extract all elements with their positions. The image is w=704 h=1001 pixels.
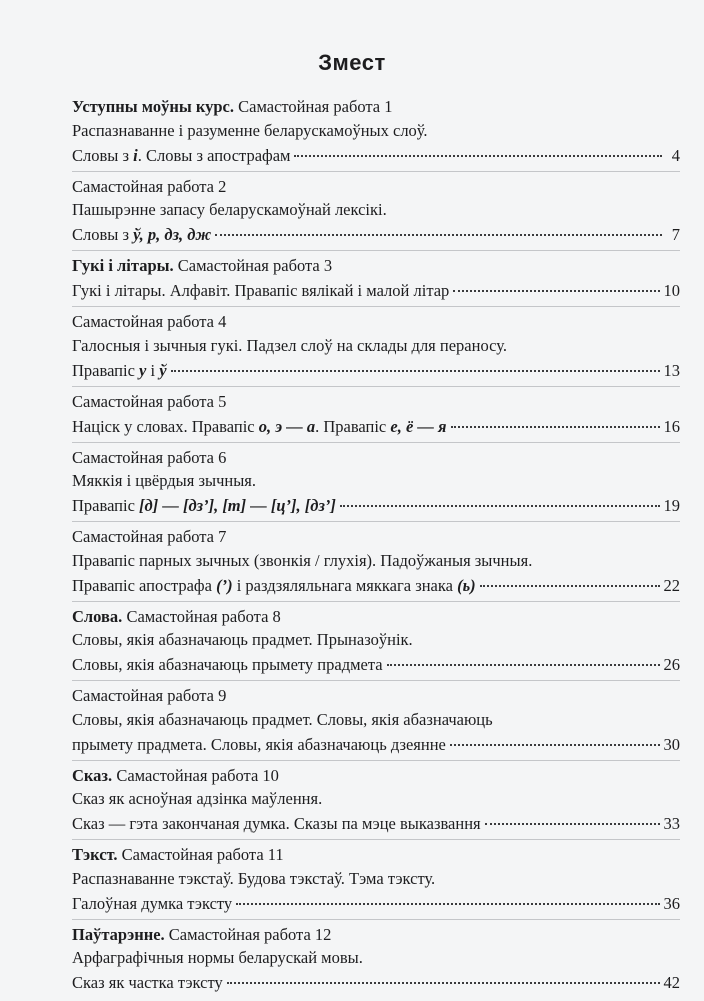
dot-leader xyxy=(340,493,660,508)
toc-entry xyxy=(72,522,680,602)
link-text-part: Правапіс xyxy=(72,360,140,380)
toc-entry xyxy=(72,920,680,999)
link-text-part: Гукі і літары. Алфавіт. Правапіс вялікай і малой літар xyxy=(72,281,450,300)
dot-leader xyxy=(485,811,660,826)
link-text-part: Галоўная думка тэксту xyxy=(72,893,233,913)
toc-link-text xyxy=(72,733,446,755)
page-number: 19 xyxy=(663,496,680,515)
link-text-part: Словы з xyxy=(72,225,134,244)
toc-link-line[interactable] xyxy=(72,413,680,437)
toc-line xyxy=(72,446,680,470)
toc-link-line[interactable] xyxy=(72,278,680,302)
page-title: Змест xyxy=(318,50,386,75)
toc-line xyxy=(72,310,680,334)
dot-leader xyxy=(215,222,662,237)
toc-link-line[interactable] xyxy=(72,493,680,517)
page-number: 42 xyxy=(663,973,680,992)
toc-entry xyxy=(72,307,680,387)
link-text-part: прымету прадмета. Словы, якія абазначаюць дзеянне xyxy=(72,734,446,754)
link-text-part: Націск у словах. Правапіс xyxy=(72,416,259,436)
toc-link-line[interactable] xyxy=(72,970,680,994)
link-text-part: Сказ — гэта закончаная думка. Сказы па мэце выказвання xyxy=(72,814,481,833)
link-text-part: Словы, якія абазначаюць прымету прадмета xyxy=(72,655,383,674)
toc-link-text xyxy=(72,892,232,914)
toc-line-text: Сказ як асноўная адзінка маўлення. xyxy=(72,789,323,808)
dot-leader xyxy=(387,652,660,667)
toc-line-text: Арфаграфічныя нормы беларускай мовы. xyxy=(72,948,363,967)
section-heading: Тэкст. xyxy=(72,845,118,864)
toc-line xyxy=(72,764,680,788)
toc-entry xyxy=(72,443,680,523)
page-number: 10 xyxy=(663,281,680,300)
table-of-contents xyxy=(72,92,680,998)
emphasized-letters: (’) xyxy=(216,575,233,595)
work-title: Самастойная работа 2 xyxy=(72,176,227,196)
work-title: Самастойная работа 12 xyxy=(164,924,332,944)
toc-entry xyxy=(72,602,680,682)
emphasized-letters: [д] — [дз’], [т] — [ц’], [дз’] xyxy=(139,496,336,515)
emphasized-letters: у xyxy=(139,360,147,380)
section-heading: Уступны моўны курс. xyxy=(72,97,234,116)
toc-entry xyxy=(72,761,680,841)
toc-entry xyxy=(72,840,680,920)
emphasized-letters: і xyxy=(133,145,138,165)
toc-link-line[interactable] xyxy=(72,811,680,835)
toc-line xyxy=(72,95,680,119)
toc-link-text xyxy=(72,494,336,516)
dot-leader xyxy=(227,970,660,985)
toc-link-text xyxy=(72,574,476,596)
dot-leader xyxy=(450,731,660,746)
toc-link-text xyxy=(72,359,167,381)
link-text-part: Правапіс апострафа xyxy=(72,575,217,595)
page-number: 13 xyxy=(663,360,680,380)
toc-link-text xyxy=(72,971,223,993)
toc-line xyxy=(72,684,680,708)
toc-link-line[interactable] xyxy=(72,652,680,676)
toc-line xyxy=(72,175,680,199)
toc-line xyxy=(72,119,680,143)
toc-line-text: Мяккія і цвёрдыя зычныя. xyxy=(72,471,257,490)
toc-line xyxy=(72,708,680,732)
link-text-part: Словы з xyxy=(72,145,134,165)
dot-leader xyxy=(453,278,659,293)
toc-link-text xyxy=(72,812,481,834)
toc-line-text: Пашырэнне запасу беларускамоўнай лексікі. xyxy=(72,200,387,219)
section-heading: Паўтарэнне. xyxy=(72,924,165,944)
toc-line xyxy=(72,946,680,970)
toc-line xyxy=(72,867,680,891)
toc-line-text: Правапіс парных зычных (звонкія / глухія). Падоўжаныя зычныя. xyxy=(72,550,533,570)
toc-line xyxy=(72,843,680,867)
page-number: 26 xyxy=(663,655,680,674)
page-number: 30 xyxy=(663,734,680,754)
link-text-part: і раздзяляльнага мяккага знака xyxy=(232,575,458,595)
toc-line-text: Распазнаванне і разуменне беларускамоўных слоў. xyxy=(72,120,428,140)
link-text-part: . Правапіс xyxy=(315,416,391,436)
link-text-part: Правапіс xyxy=(72,496,140,515)
toc-line xyxy=(72,605,680,629)
toc-entry xyxy=(72,92,680,172)
link-text-part: Сказ як частка тэксту xyxy=(72,973,223,992)
toc-entry xyxy=(72,681,680,761)
page-number: 4 xyxy=(671,145,680,165)
work-title: Самастойная работа 11 xyxy=(117,845,284,864)
toc-link-text xyxy=(72,223,211,245)
toc-link-line[interactable] xyxy=(72,142,680,166)
toc-entry xyxy=(72,387,680,443)
toc-link-text xyxy=(72,653,383,675)
toc-link-line[interactable] xyxy=(72,357,680,381)
toc-link-line[interactable] xyxy=(72,572,680,596)
emphasized-letters: о, э — а xyxy=(258,416,316,436)
page-number: 33 xyxy=(663,814,680,833)
toc-link-text xyxy=(72,279,449,301)
emphasized-letters: ў, р, дз, дж xyxy=(133,225,212,244)
toc-link-line[interactable] xyxy=(72,890,680,914)
page-number: 36 xyxy=(663,893,680,913)
emphasized-letters: ў xyxy=(159,360,167,380)
toc-entry xyxy=(72,172,680,252)
toc-line xyxy=(72,390,680,414)
emphasized-letters: (ь) xyxy=(457,575,476,595)
section-heading: Сказ. xyxy=(72,765,113,785)
work-title: Самастойная работа 10 xyxy=(112,765,279,785)
toc-line xyxy=(72,923,680,947)
work-title: Самастойная работа 5 xyxy=(72,391,227,411)
toc-link-text xyxy=(72,144,290,166)
toc-line xyxy=(72,469,680,493)
toc-line xyxy=(72,628,680,652)
toc-entry xyxy=(72,251,680,307)
toc-line-text: Галосныя і зычныя гукі. Падзел слоў на склады для пераносу. xyxy=(72,335,507,355)
toc-line-text: Словы, якія абазначаюць прадмет. Прыназоўнік. xyxy=(72,630,413,649)
dot-leader xyxy=(236,890,659,905)
toc-line xyxy=(72,334,680,358)
toc-link-line[interactable] xyxy=(72,731,680,755)
toc-line-text: Словы, якія абазначаюць прадмет. Словы, якія абазначаюць xyxy=(72,709,493,729)
dot-leader xyxy=(171,357,660,372)
dot-leader xyxy=(480,572,660,587)
link-text-part: і xyxy=(146,360,160,380)
work-title: Самастойная работа 9 xyxy=(72,686,227,705)
toc-line xyxy=(72,787,680,811)
dot-leader xyxy=(294,142,662,157)
work-title: Самастойная работа 4 xyxy=(72,312,227,331)
link-text-part: . Словы з апострафам xyxy=(137,145,291,165)
dot-leader xyxy=(451,413,660,428)
toc-link-text xyxy=(72,415,447,437)
toc-line xyxy=(72,198,680,222)
toc-line-text: Распазнаванне тэкстаў. Будова тэкстаў. Тэма тэксту. xyxy=(72,868,436,888)
section-heading: Слова. xyxy=(72,606,123,626)
page-number: 22 xyxy=(663,575,680,595)
toc-line xyxy=(72,549,680,573)
toc-line xyxy=(72,254,680,278)
work-title: Самастойная работа 6 xyxy=(72,447,227,467)
work-title: Самастойная работа 1 xyxy=(234,97,393,116)
section-heading: Гукі і літары. xyxy=(72,256,174,275)
page-number: 16 xyxy=(663,416,680,436)
toc-link-line[interactable] xyxy=(72,222,680,246)
emphasized-letters: е, ё — я xyxy=(390,416,447,436)
toc-line xyxy=(72,525,680,549)
page-number: 7 xyxy=(671,225,680,244)
work-title: Самастойная работа 3 xyxy=(173,256,333,275)
work-title: Самастойная работа 8 xyxy=(122,606,281,626)
work-title: Самастойная работа 7 xyxy=(72,527,227,546)
